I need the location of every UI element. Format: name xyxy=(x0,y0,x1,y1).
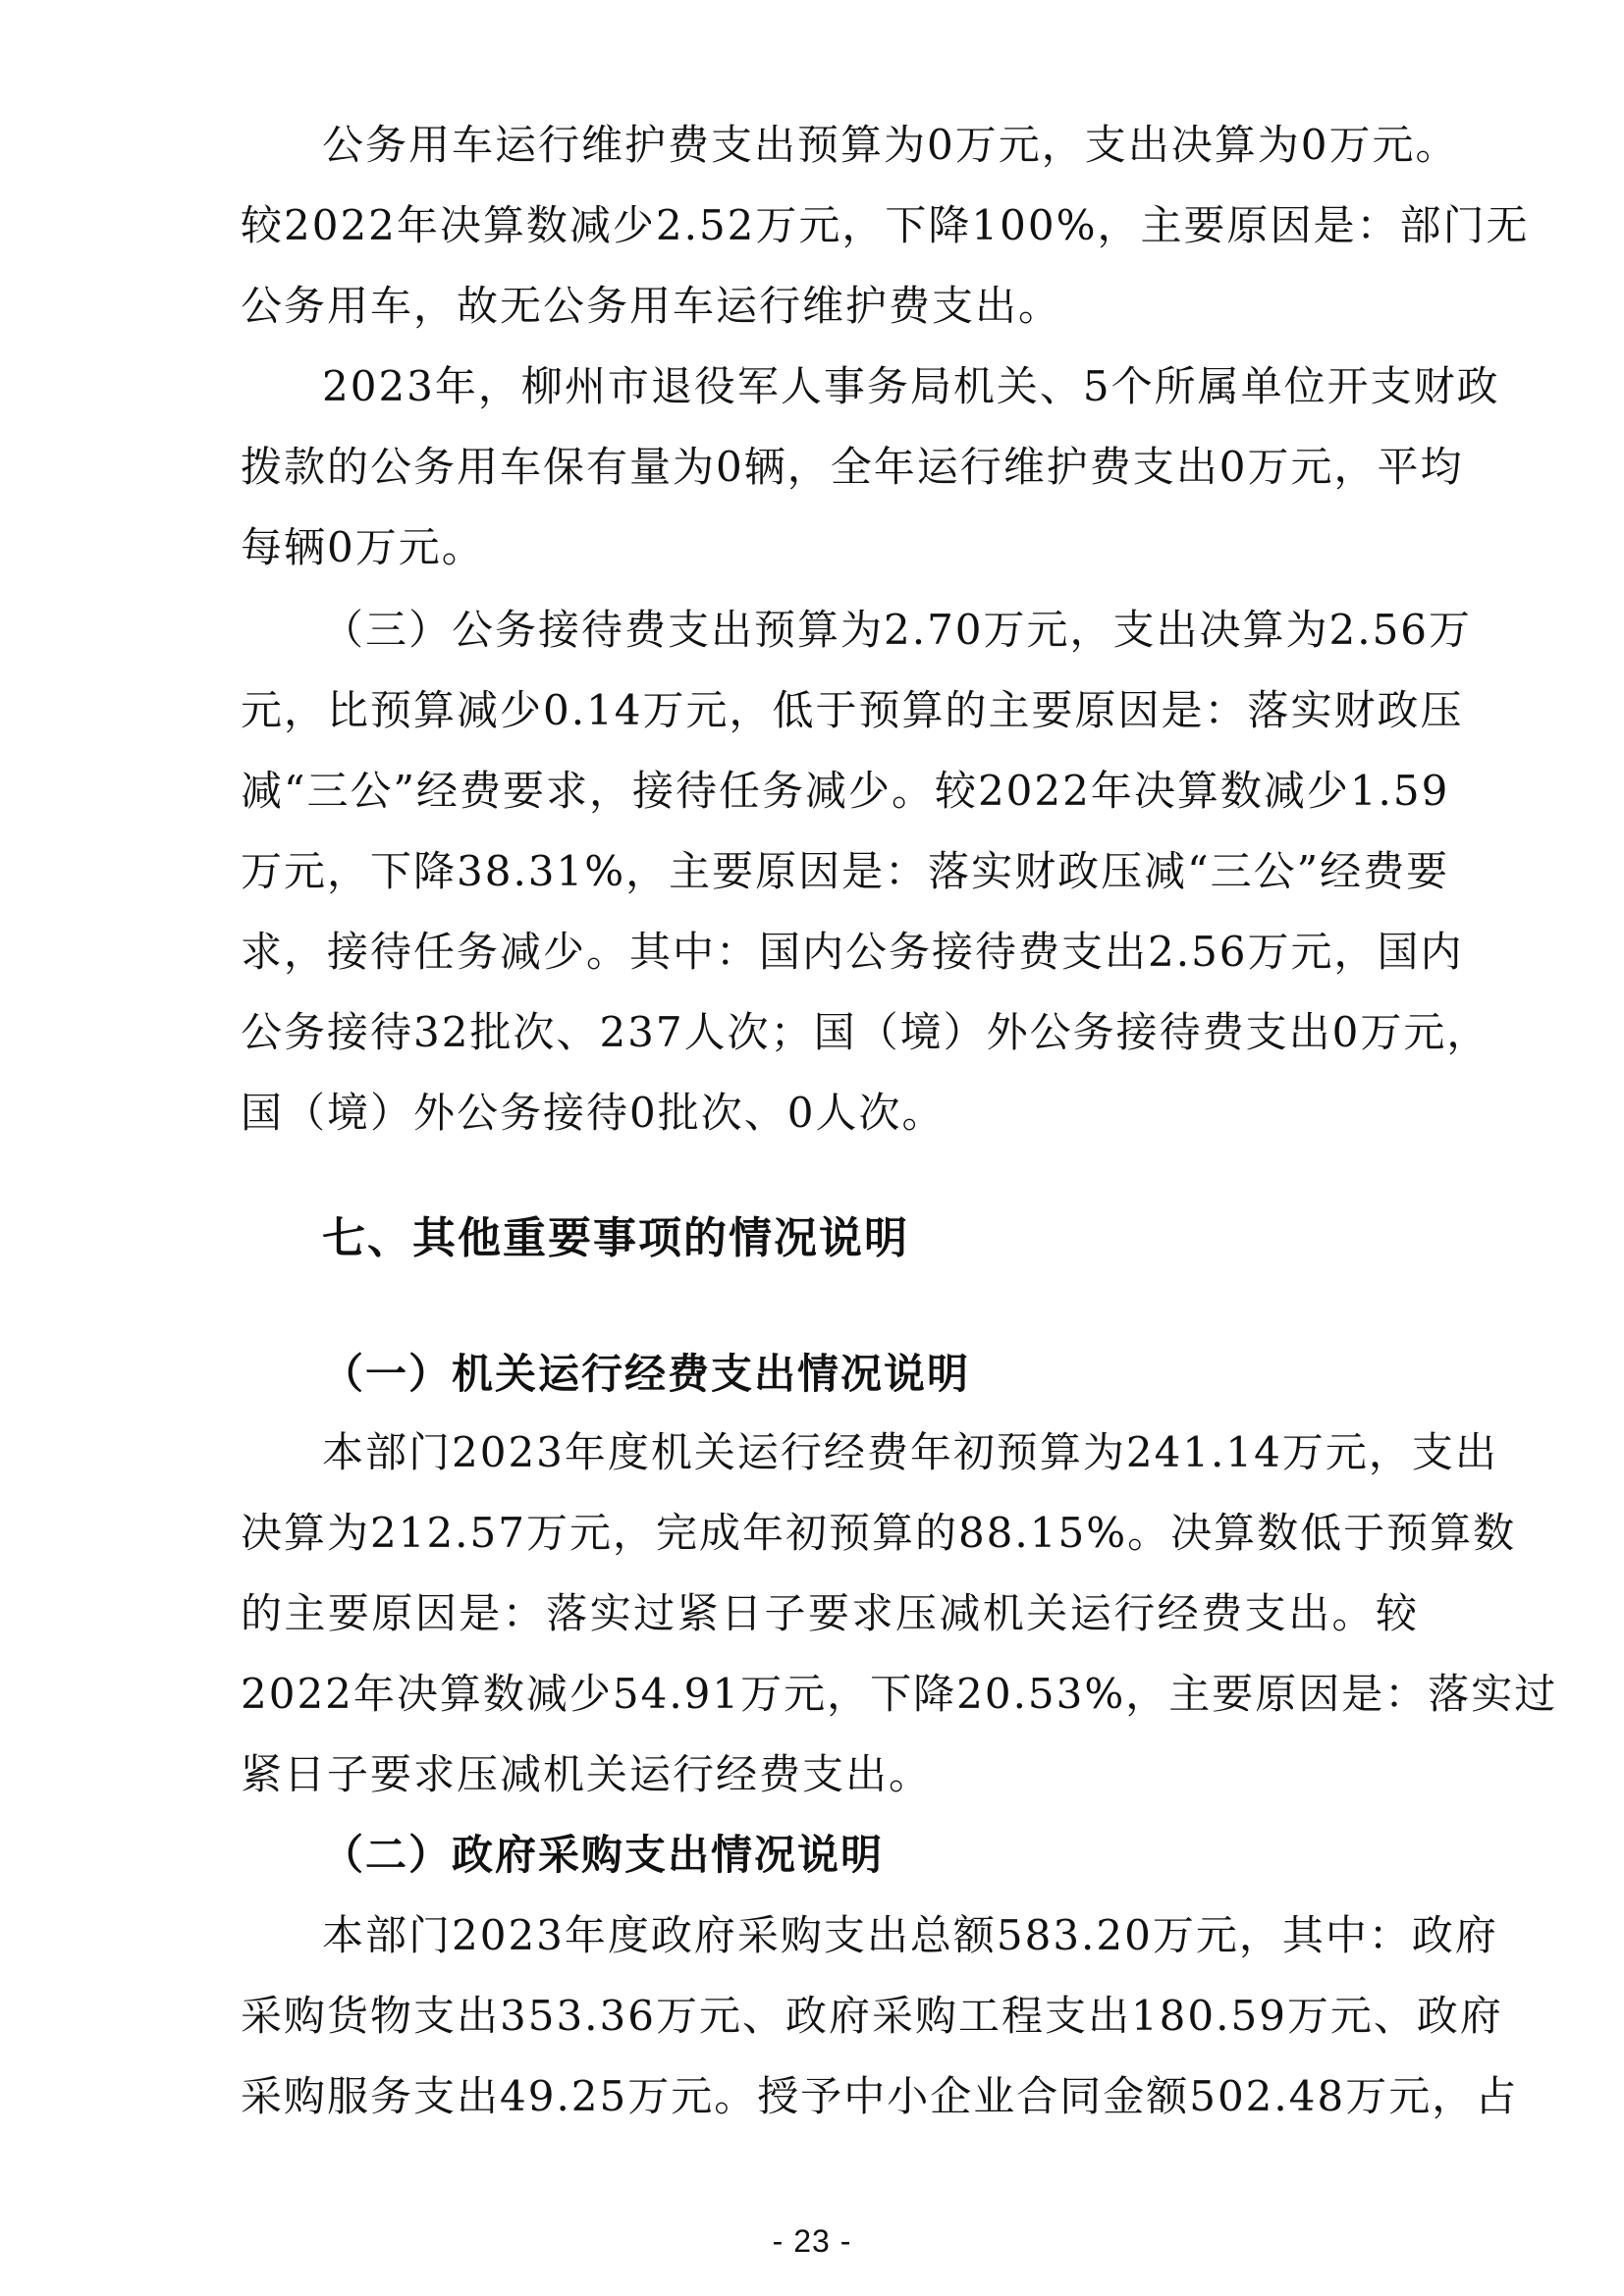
paragraph-line: 元，比预算减少0.14万元，低于预算的主要原因是：落实财政压 xyxy=(241,686,1464,734)
section-heading: 七、其他重要事项的情况说明 xyxy=(322,1213,909,1263)
paragraph-line: 较2022年决算数减少2.52万元，下降100%，主要原因是：部门无 xyxy=(241,201,1530,249)
paragraph-line: 决算为212.57万元，完成年初预算的88.15%。决算数低于预算数 xyxy=(241,1509,1517,1557)
paragraph-line: 万元，下降38.31%，主要原因是：落实财政压减“三公”经费要 xyxy=(241,847,1450,895)
subsection-heading: （一）机关运行经费支出情况说明 xyxy=(322,1350,971,1398)
paragraph-line: 采购货物支出353.36万元、政府采购工程支出180.59万元、政府 xyxy=(241,1992,1503,2040)
paragraph-line: 2022年决算数减少54.91万元，下降20.53%，主要原因是：落实过 xyxy=(241,1670,1558,1718)
paragraph-line: 2023年，柳州市退役军人事务局机关、5个所属单位开支财政 xyxy=(322,362,1500,410)
paragraph-line: 每辆0万元。 xyxy=(241,523,485,571)
paragraph-line: 公务接待32批次、237人次；国（境）外公务接待费支出0万元， xyxy=(241,1008,1490,1056)
paragraph-line: 本部门2023年度政府采购支出总额583.20万元，其中：政府 xyxy=(322,1911,1498,1959)
paragraph-line: （三）公务接待费支出预算为2.70万元，支出决算为2.56万 xyxy=(322,606,1473,654)
subsection-heading: （二）政府采购支出情况说明 xyxy=(322,1831,885,1879)
page-number: - 23 - xyxy=(772,2223,852,2259)
paragraph-line: 拨款的公务用车保有量为0辆，全年运行维护费支出0万元，平均 xyxy=(241,443,1464,491)
paragraph-line: 紧日子要求压减机关运行经费支出。 xyxy=(241,1750,933,1798)
paragraph-line: 公务用车，故无公务用车运行维护费支出。 xyxy=(241,282,1062,330)
paragraph-line: 减“三公”经费要求，接待任务减少。较2022年决算数减少1.59 xyxy=(241,767,1450,815)
paragraph-line: 本部门2023年度机关运行经费年初预算为241.14万元，支出 xyxy=(322,1428,1498,1476)
paragraph-line: 国（境）外公务接待0批次、0人次。 xyxy=(241,1089,946,1137)
paragraph-line: 采购服务支出49.25万元。授予中小企业合同金额502.48万元，占 xyxy=(241,2072,1519,2120)
paragraph-line: 求，接待任务减少。其中：国内公务接待费支出2.56万元，国内 xyxy=(241,928,1464,976)
paragraph-line: 公务用车运行维护费支出预算为0万元，支出决算为0万元。 xyxy=(322,121,1459,169)
paragraph-line: 的主要原因是：落实过紧日子要求压减机关运行经费支出。较 xyxy=(241,1589,1419,1637)
